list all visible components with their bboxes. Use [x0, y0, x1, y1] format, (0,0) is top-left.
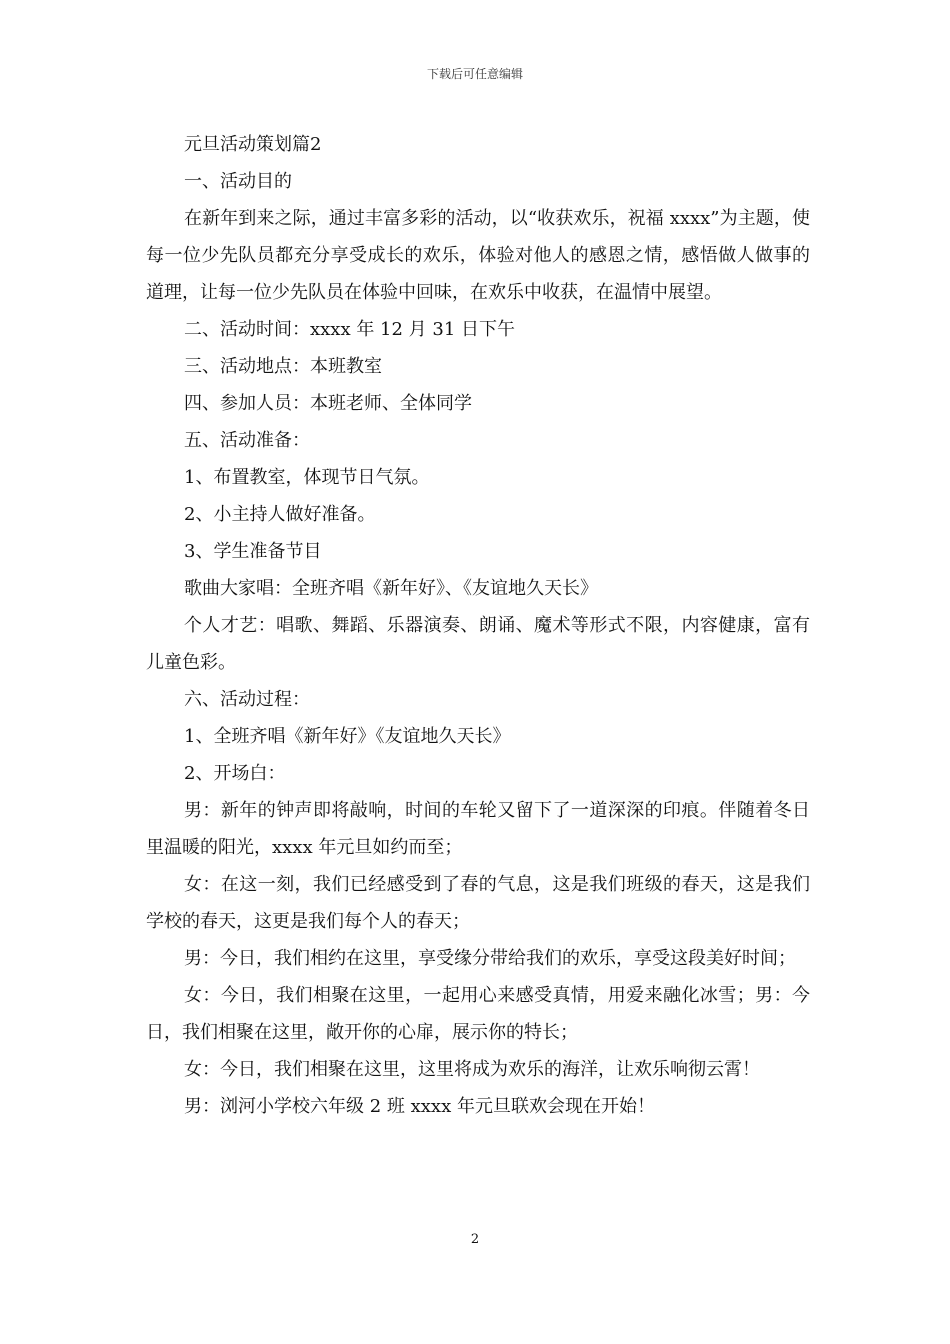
list-item: 1、布置教室，体现节日气氛。	[184, 467, 430, 488]
page-number: 2	[470, 1232, 480, 1247]
section-title: 元旦活动策划篇2	[184, 134, 322, 155]
list-item: 2、开场白：	[184, 763, 286, 784]
document-body	[146, 126, 810, 1125]
heading-activity-location: 三、活动地点：本班教室	[184, 356, 382, 377]
dialogue-line: 男：新年的钟声即将敲响，时间的车轮又留下了一道深深的印痕。伴随着冬日里温暖的阳光，xxxx 年元旦如约而至；	[146, 800, 810, 858]
page-header: 下载后可任意编辑	[426, 67, 523, 81]
heading-participants: 四、参加人员：本班老师、全体同学	[184, 393, 472, 414]
dialogue-line: 男：浏河小学校六年级 2 班 xxxx 年元旦联欢会现在开始！	[184, 1096, 655, 1117]
dialogue-line: 女：今日，我们相聚在这里，这里将成为欢乐的海洋，让欢乐响彻云霄！	[184, 1059, 760, 1080]
dialogue-line: 女：今日，我们相聚在这里，一起用心来感受真情，用爱来融化冰雪；男：今日，我们相聚在这里，敞开你的心扉，展示你的特长；	[146, 985, 810, 1043]
list-item: 1、全班齐唱《新年好》《友谊地久天长》	[184, 726, 511, 747]
dialogue-line: 女：在这一刻，我们已经感受到了春的气息，这是我们班级的春天，这是我们学校的春天，这更是我们每个人的春天；	[146, 874, 810, 932]
list-item: 2、小主持人做好准备。	[184, 504, 376, 525]
heading-preparation: 五、活动准备：	[184, 430, 310, 451]
heading-process: 六、活动过程：	[184, 689, 310, 710]
paragraph-talents: 个人才艺：唱歌、舞蹈、乐器演奏、朗诵、魔术等形式不限，内容健康，富有儿童色彩。	[146, 615, 810, 673]
list-item: 3、学生准备节目	[184, 541, 322, 562]
paragraph-songs: 歌曲大家唱：全班齐唱《新年好》、《友谊地久天长》	[184, 578, 598, 599]
heading-activity-time: 二、活动时间：xxxx 年 12 月 31 日下午	[184, 319, 516, 340]
dialogue-line: 男：今日，我们相约在这里，享受缘分带给我们的欢乐，享受这段美好时间；	[184, 948, 796, 969]
heading-activity-purpose: 一、活动目的	[184, 171, 292, 192]
paragraph-purpose: 在新年到来之际，通过丰富多彩的活动，以“收获欢乐，祝福 xxxx”为主题，使每一位少先队员都充分享受成长的欢乐，体验对他人的感恩之情，感悟做人做事的道理，让每一位少先队员在体验中回味，在欢乐中收获，在温情中展望。	[146, 208, 810, 303]
